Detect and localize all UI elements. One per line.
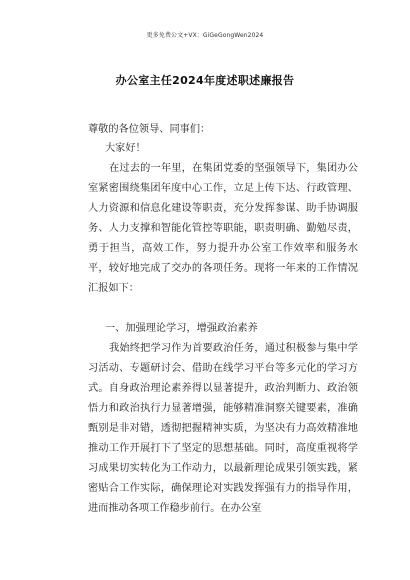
section-heading: 一、加强理论学习，增强政治素养 <box>105 323 258 334</box>
greeting: 大家好！ <box>105 143 146 154</box>
salutation: 尊敬的各位领导、同事们： <box>88 124 211 135</box>
document-title: 办公室主任2024年度述职述廉报告 <box>115 74 295 87</box>
header-note: 更多免费公文+VX：GiGeGongWen2024 <box>146 32 264 39</box>
paragraph-theory-study: 我始终把学习作为首要政治任务，通过积极参与集中学习活动、专题研讨会、借助在线学习平台等多元化的学习方式。自身政治理论素养得以显著提升，政治判断力、政治领悟力和政治执行力显著增强，能够精准洞察关键要素，准确甄别是非对错，透彻把握精神实质，为坚决有力高效精准地推动工作开展打下了坚定的思想基础。同时，高度重视将学习成果切实转化为工作动力，以最新理论成果引领实践，紧密贴合工作实际，确保理论对实践发挥强有力的指导作用，进而推动各项工作稳步前行。在办公室 <box>88 343 358 514</box>
paragraph-intro: 在过去的一年里，在集团党委的坚强领导下，集团办公室紧密围绕集团年度中心工作，立足上传下达、行政管理、人力资源和信息化建设等职责，充分发挥参谋、助手协调服务、人力支撑和智能化管控等职能，职责明确、勤勉尽责，勇于担当，高效工作，努力提升办公室工作效率和服务水平，较好地完成了交办的各项任务。现将一年来的工作情况汇报如下： <box>88 163 358 294</box>
